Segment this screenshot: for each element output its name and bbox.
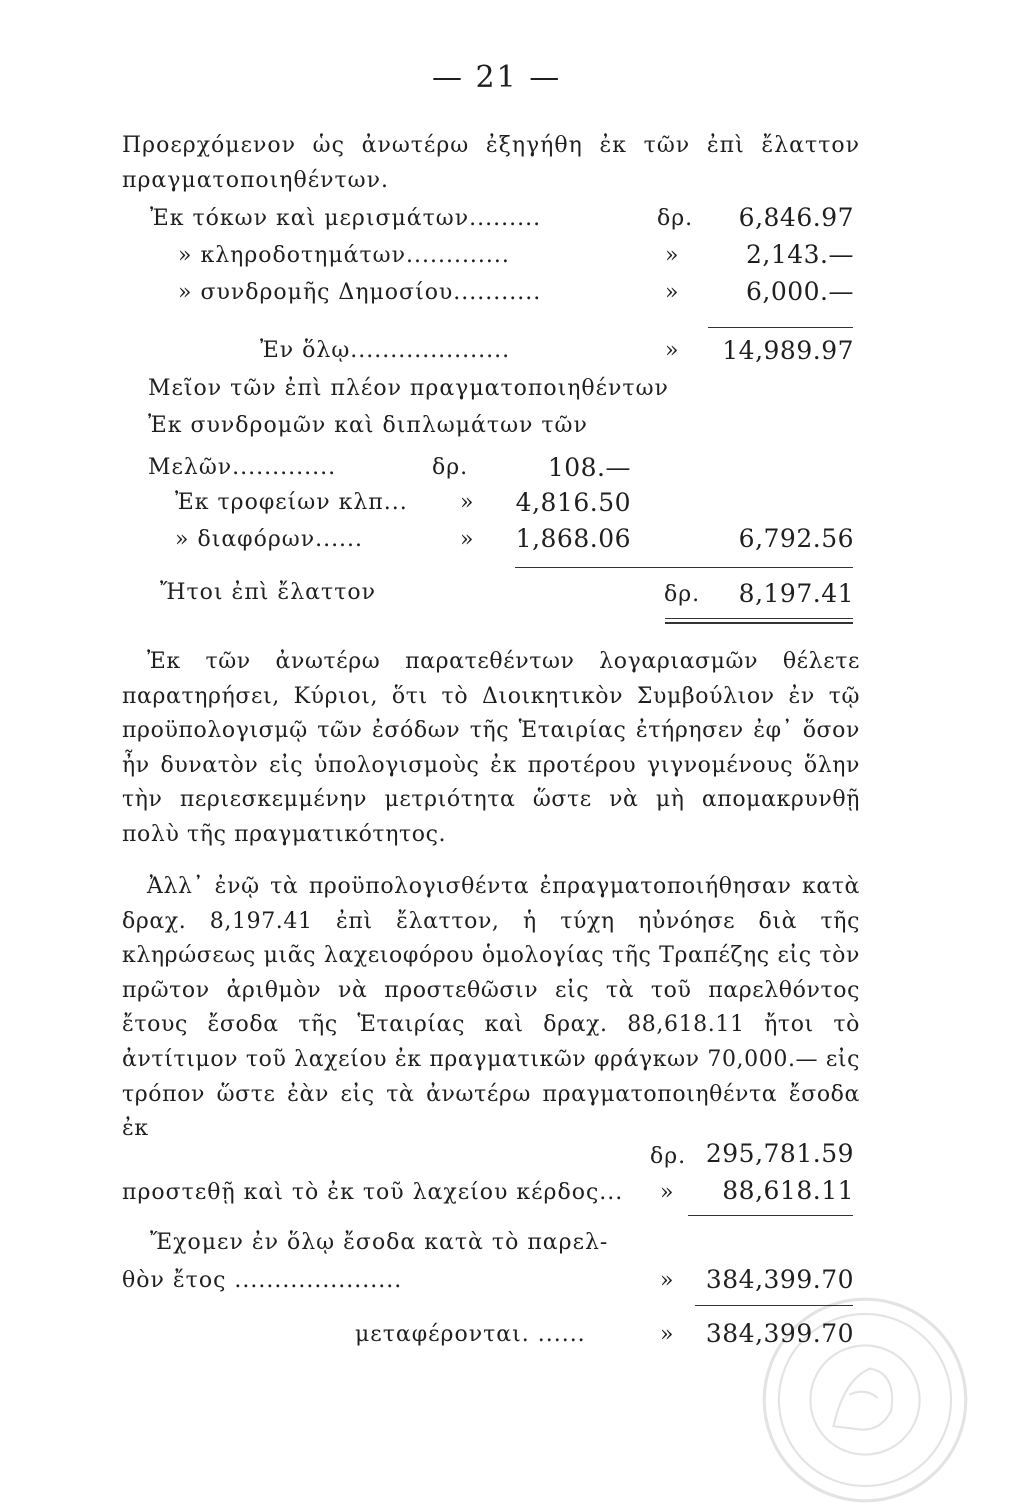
income-item-unit: δρ.: [657, 206, 694, 231]
total-income-line-1: Ἔχομεν ἐν ὅλῳ ἔσοδα κατὰ τὸ παρελ-: [150, 1230, 609, 1255]
sum-rule: [515, 567, 853, 568]
income-item-label: » κληροδοτημάτων.............: [178, 243, 510, 268]
deduction-item-amount: 1,868.06: [515, 524, 631, 553]
double-rule: [665, 622, 853, 624]
sum-rule: [688, 1215, 853, 1216]
lottery-unit: »: [660, 1180, 675, 1205]
income-item-label: » συνδρομῆς Δημοσίου...........: [178, 280, 542, 305]
revenue-amount: 295,781.59: [705, 1139, 854, 1168]
deduction-item-label: » διαφόρων......: [175, 527, 364, 552]
deduction-item-unit: δρ.: [432, 455, 469, 480]
income-total-amount: 14,989.97: [722, 336, 854, 365]
income-item-label: Ἐκ τόκων καὶ μερισμάτων.........: [150, 206, 542, 231]
paragraph-text: Ἀλλ᾿ ἐνῷ τὰ προϋπολογισθέντα ἐπραγματοποιήθησαν κατὰ δραχ. 8,197.41 ἐπὶ ἔλαττον, ἡ τύχη ηὐνόησε διὰ τῆς κληρώσεως μιᾶς λαχειοφόρου ὁμολογίας τῆς Τραπέζης εἰς τὸν πρῶτον ἀριθμὸν νὰ προστεθῶσιν εἰς τὰ τοῦ παρελθόντος ἔτους ἔσοδα τῆς Ἑταιρίας καὶ δραχ. 88,618.11 ἤτοι τὸ ἀντίτιμον τοῦ λαχείου ἐκ πραγματικῶν φράγκων 70,000.— εἰς τρόπον ὥστε ἐὰν εἰς τὰ ἀνωτέρω πραγματοποιηθέντα ἔσοδα ἐκ: [122, 874, 860, 1142]
carried-label: μεταφέρονται. ......: [355, 1322, 586, 1347]
income-item-amount: 6,000.—: [745, 277, 854, 306]
income-item-amount: 6,846.97: [738, 203, 854, 232]
lottery-label: προστεθῇ καὶ τὸ ἐκ τοῦ λαχείου κέρδος...: [122, 1180, 624, 1205]
deductions-line: Ἐκ συνδρομῶν καὶ διπλωμάτων τῶν: [148, 413, 588, 438]
total-income-line-2: θὸν ἔτος .....................: [122, 1268, 403, 1293]
net-amount: 8,197.41: [738, 579, 854, 608]
income-item-amount: 2,143.—: [745, 240, 854, 269]
total-income-unit: »: [660, 1268, 675, 1293]
page-number: — 21 —: [432, 60, 562, 95]
paragraph-text: Ἐκ τῶν ἀνωτέρω παρατεθέντων λογαριασμῶν θέλετε παρατηρήσει, Κύριοι, ὅτι τὸ Διοικητικὸν Συμβούλιον ἐν τῷ προϋπολογισμῷ τῶν ἐσόδων τῆς Ἑταιρίας ἐτήρησεν ἐφ᾿ ὅσον ἦν δυνατὸν εἰς ὑπολογισμοὺς ἐκ προτέρου γιγνομένους ὅλην τὴν περιεσκεμμένην μετριότητα ὥστε νὰ μὴ απομακρυνθῇ πολὺ τῆς πραγματικότητος.: [122, 649, 860, 847]
income-total-unit: »: [665, 338, 680, 363]
carried-amount: 384,399.70: [705, 1319, 854, 1348]
income-item-unit: »: [665, 280, 680, 305]
sum-rule: [708, 327, 853, 328]
income-item-unit: »: [665, 243, 680, 268]
library-seal-icon: [760, 1295, 970, 1505]
deduction-item-amount: 4,816.50: [515, 488, 631, 517]
intro-line-1: Προερχόμενον ὡς ἀνωτέρω ἐξηγήθη ἐκ τῶν ἐπὶ ἔλαττον: [122, 133, 860, 158]
net-unit: δρ.: [664, 582, 701, 607]
income-total-label: Ἐν ὅλῳ....................: [260, 338, 511, 363]
deduction-item-label: Ἐκ τροφείων κλπ...: [175, 490, 408, 515]
deductions-total-amount: 6,792.56: [738, 524, 854, 553]
double-rule: [665, 618, 853, 619]
deduction-item-unit: »: [460, 490, 475, 515]
revenue-unit: δρ.: [650, 1144, 687, 1169]
deduction-item-unit: »: [460, 527, 475, 552]
total-income-amount: 384,399.70: [705, 1265, 854, 1294]
body-paragraph: [122, 870, 860, 1147]
lottery-amount: 88,618.11: [722, 1176, 854, 1205]
body-paragraph: [122, 645, 860, 853]
carried-unit: »: [660, 1322, 675, 1347]
deduction-item-label: Μελῶν.............: [148, 455, 337, 480]
net-label: Ἤτοι ἐπὶ ἔλαττον: [160, 580, 376, 605]
deduction-item-amount: 108.—: [547, 453, 631, 482]
intro-line-2: πραγματοποιηθέντων.: [122, 168, 389, 193]
deductions-heading: Μεῖον τῶν ἐπὶ πλέον πραγματοποιηθέντων: [148, 376, 669, 401]
